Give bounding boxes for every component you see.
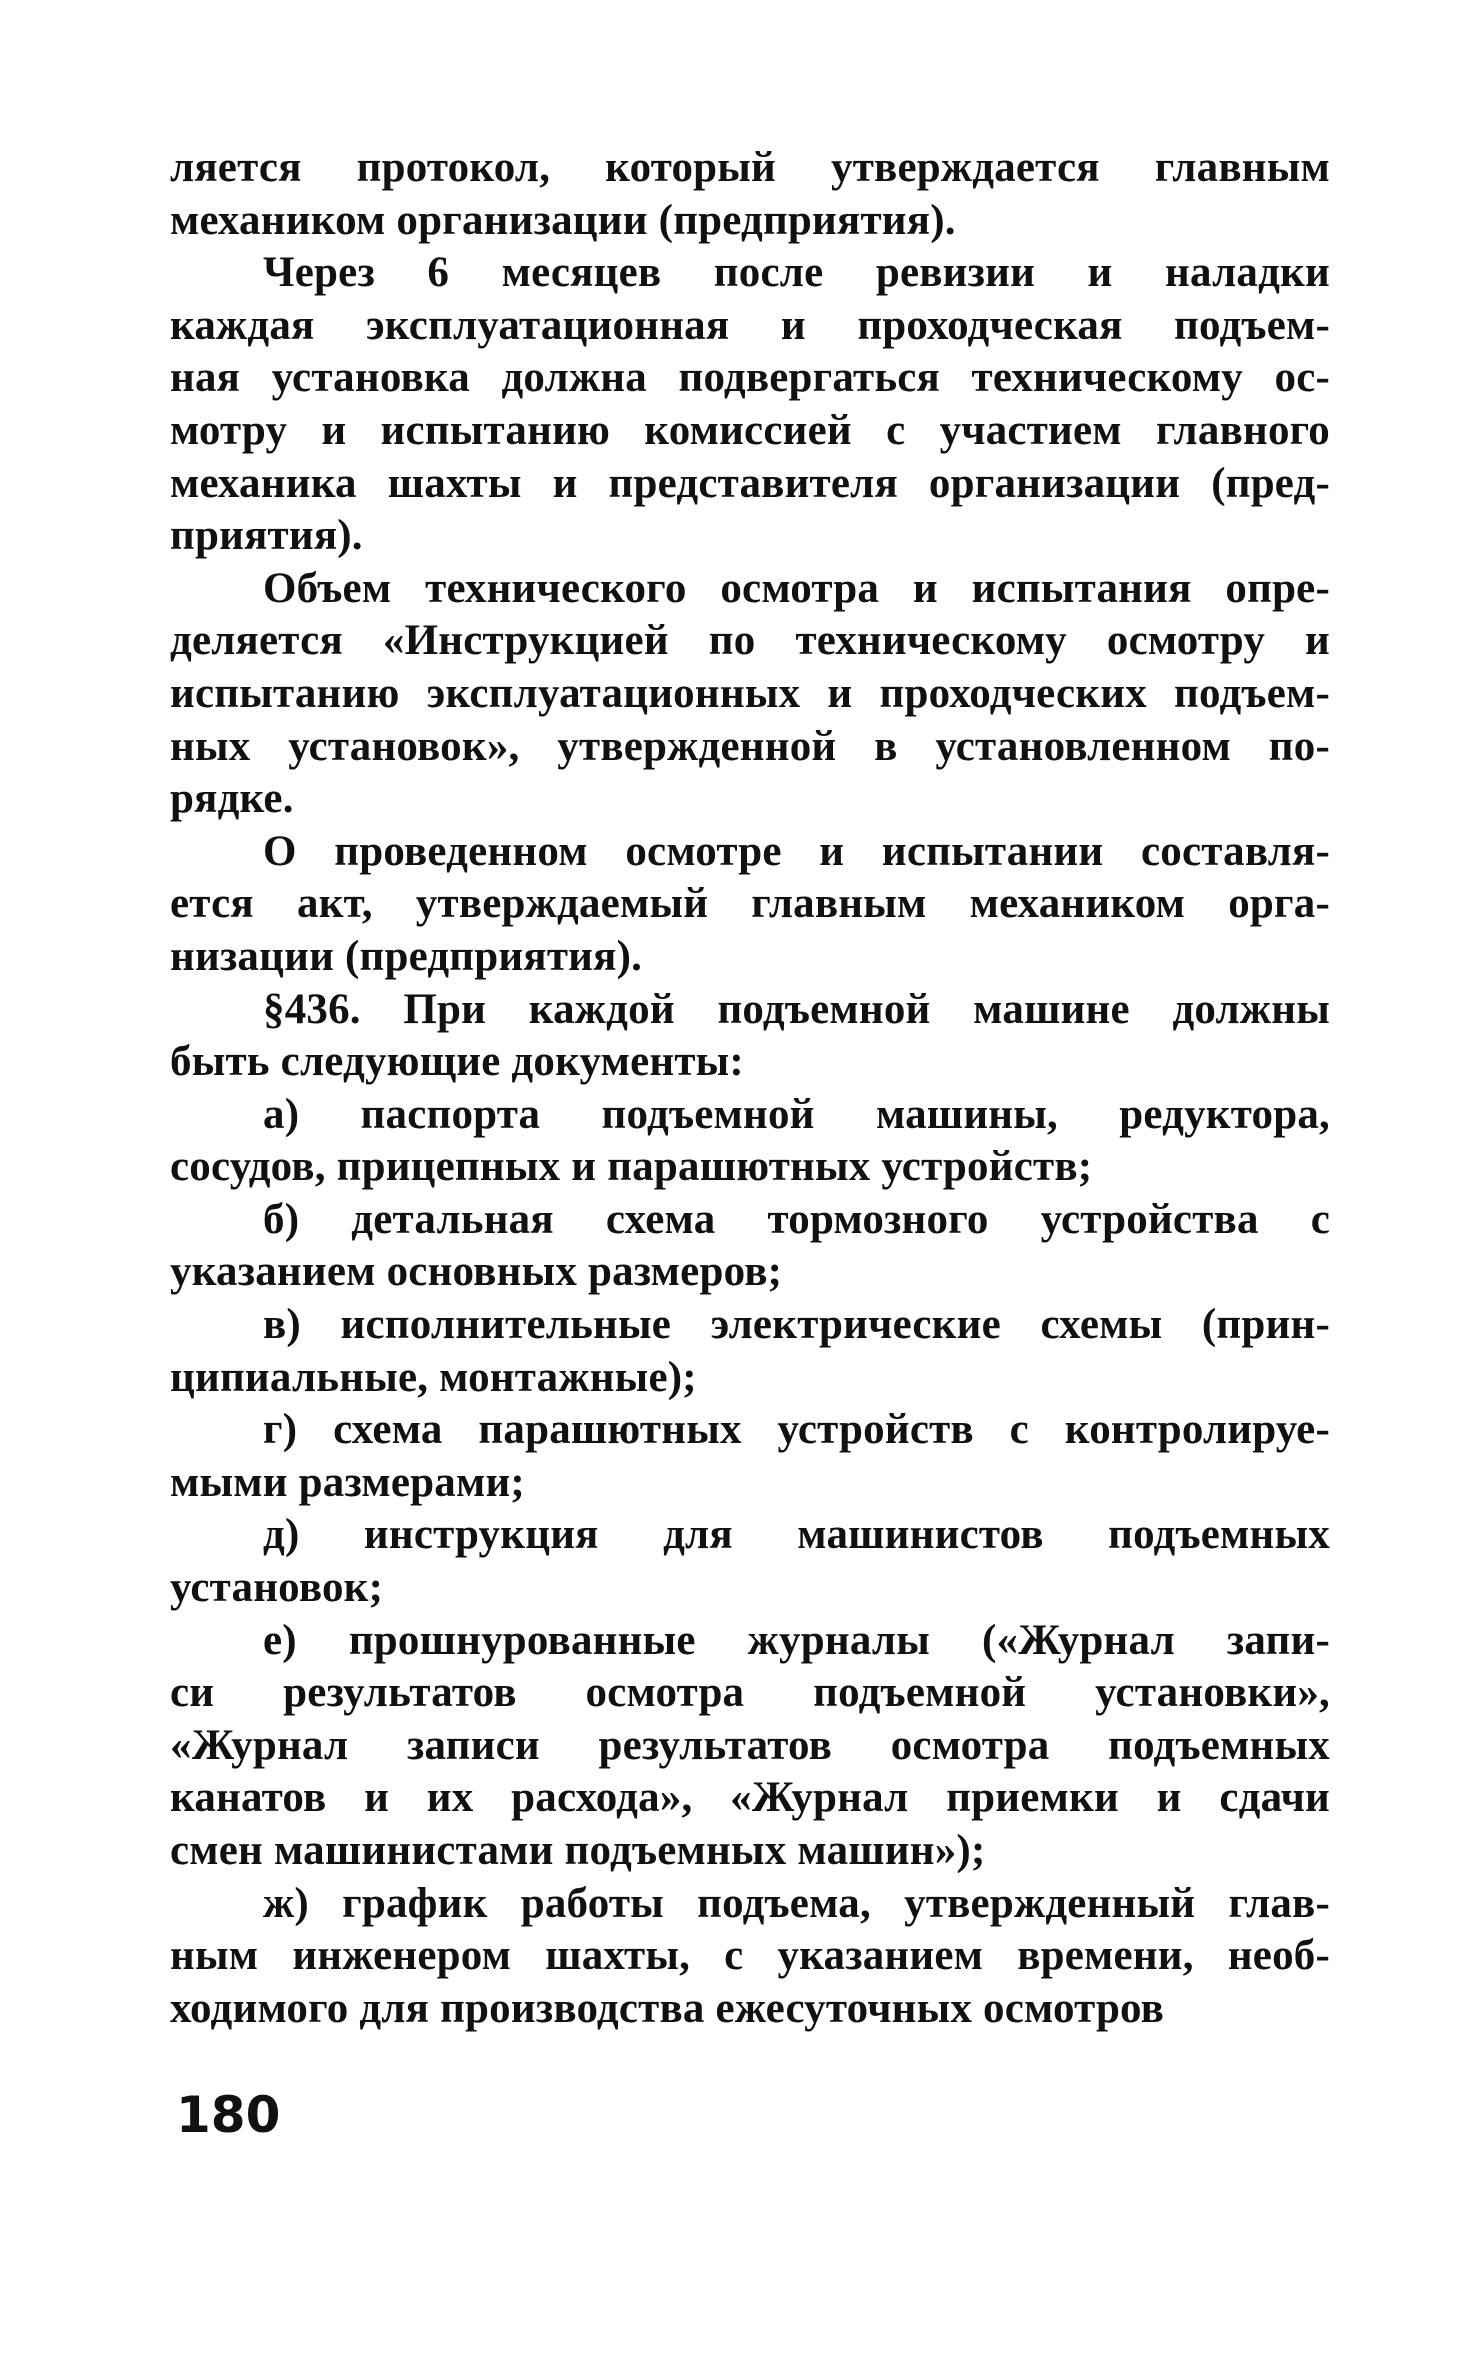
text-line: рядке. (170, 775, 294, 823)
text-line: О проведенном осмотре и испытании составля- (263, 827, 1330, 875)
paragraph-p2 (170, 247, 1330, 563)
text-line: мотру и испытанию комиссией с участием главного (170, 406, 1330, 454)
text-line: си результатов осмотра подъемной установки», (170, 1669, 1330, 1717)
paragraph-p8 (170, 1299, 1330, 1404)
text-line: деляется «Инструкцией по техническому осмотру и (170, 617, 1330, 665)
text-line: ходимого для производства ежесуточных осмотров (170, 1984, 1165, 2032)
paragraph-p4 (170, 826, 1330, 984)
text-line: ным инженером шахты, с указанием времени, необ- (170, 1932, 1330, 1980)
text-line: смен машинистами подъемных машин»); (170, 1827, 986, 1874)
text-line: низации (предприятия). (170, 932, 643, 980)
paragraph-p6 (170, 1089, 1330, 1194)
paragraph-p9 (170, 1404, 1330, 1509)
text-line: ется акт, утверждаемый главным механиком орга- (170, 880, 1330, 928)
text-line: г) схема парашютных устройств с контролируе- (263, 1406, 1330, 1454)
page-body (170, 142, 1330, 2035)
text-line: каждая эксплуатационная и проходческая подъем- (170, 301, 1330, 349)
text-line: д) инструкция для машинистов подъемных (263, 1511, 1330, 1559)
text-line: Объем технического осмотра и испытания опре- (263, 564, 1330, 612)
text-line: «Журнал записи результатов осмотра подъемных (170, 1721, 1330, 1769)
text-line: сосудов, прицепных и парашютных устройств; (170, 1143, 1093, 1191)
paragraph-p7 (170, 1194, 1330, 1299)
text-line: ж) график работы подъема, утвержденный глав- (263, 1879, 1330, 1927)
text-line: Через 6 месяцев после ревизии и наладки (263, 249, 1330, 297)
paragraph-p3 (170, 563, 1330, 826)
paragraph-p5 (170, 984, 1330, 1089)
page-number: 180 (176, 2086, 281, 2144)
text-line: механика шахты и представителя организации (пред- (170, 459, 1330, 507)
text-line: канатов и их расхода», «Журнал приемки и сдачи (170, 1774, 1330, 1822)
paragraph-p10 (170, 1509, 1330, 1614)
text-line: ляется протокол, который утверждается главным (170, 144, 1330, 191)
text-line: ных установок», утвержденной в установленном по- (170, 722, 1330, 770)
text-line: ципиальные, монтажные); (170, 1353, 697, 1401)
paragraph-p1 (170, 142, 1330, 247)
paragraph-p11 (170, 1615, 1330, 1878)
text-line: §436. При каждой подъемной машине должны (263, 985, 1330, 1033)
text-line: а) паспорта подъемной машины, редуктора, (263, 1090, 1330, 1138)
text-line: механиком организации (предприятия). (170, 196, 956, 244)
text-line: испытанию эксплуатационных и проходческих подъем- (170, 669, 1330, 717)
text-line: указанием основных размеров; (170, 1248, 783, 1296)
text-line: в) исполнительные электрические схемы (прин- (263, 1301, 1330, 1349)
text-line: быть следующие документы: (170, 1038, 744, 1086)
paragraph-p12 (170, 1878, 1330, 2036)
text-line: мыми размерами; (170, 1458, 525, 1506)
text-line: установок; (170, 1564, 384, 1612)
text-line: е) прошнурованные журналы («Журнал запи- (263, 1616, 1330, 1664)
text-line: ная установка должна подвергаться техническому ос- (170, 354, 1330, 402)
text-line: б) детальная схема тормозного устройства с (263, 1195, 1330, 1243)
text-line: приятия). (170, 512, 363, 560)
